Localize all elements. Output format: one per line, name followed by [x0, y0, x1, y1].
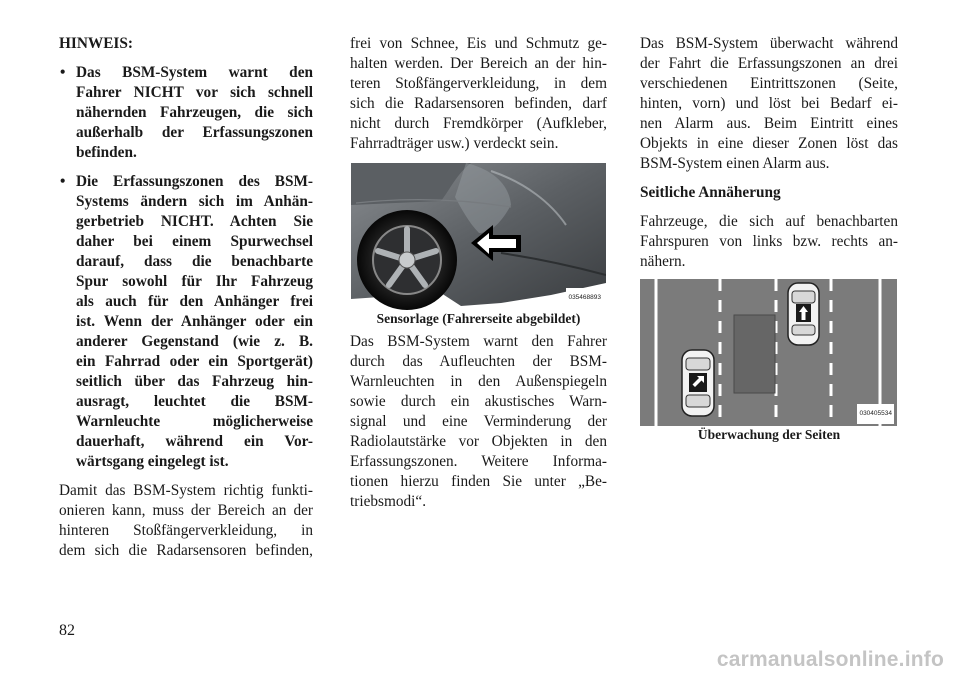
paragraph-line: Das BSM-System überwacht während: [640, 35, 898, 52]
paragraph-line: sowie durch ein akustisches Warn-: [350, 393, 607, 410]
paragraph-line: triebsmodi“.: [350, 493, 427, 510]
paragraph-line: frei von Schnee, Eis und Schmutz ge-: [350, 35, 607, 52]
paragraph-line: tionen hierzu finden Sie unter „Be-: [350, 473, 607, 490]
bullet1-line: Das BSM-System warnt den: [76, 64, 313, 81]
bullet2-line: Warnleuchte möglicherweise: [76, 413, 313, 430]
paragraph-line: verschiedenen Eintrittszonen (Seite,: [640, 75, 898, 92]
bullet2-line: seitlich über das Fahrzeug hin-: [76, 373, 313, 390]
paragraph-line: dem sich die Radarsensoren befinden,: [59, 542, 313, 559]
bullet2-line: ist. Wenn der Anhänger oder ein: [76, 313, 313, 330]
bullet2-line: ausragt, leuchtet die BSM-: [76, 393, 313, 410]
paragraph-line: durch das Aufleuchten der BSM-: [350, 353, 607, 370]
bullet2-line: anderer Gegenstand (wie z. B.: [76, 333, 313, 350]
figure-side-monitoring: [640, 279, 897, 426]
figure-caption: Sensorlage (Fahrerseite abgebildet): [376, 311, 581, 326]
paragraph-line: onieren kann, muss der Bereich an der: [59, 502, 313, 519]
bullet2-line: Systems ändern sich im Anhän-: [76, 193, 313, 210]
paragraph-line: nähern.: [640, 253, 686, 270]
car-top: [788, 283, 819, 345]
bullet2-line: als auch für den Anhänger frei: [76, 293, 313, 310]
section-heading: Seitliche Annäherung: [640, 184, 781, 201]
bullet-marker: •: [60, 64, 66, 81]
paragraph-line: Radiolautstärke vor Objekten in den: [350, 433, 607, 450]
paragraph-line: hinten, vorn) und löst bei Bedarf ei-: [640, 95, 898, 112]
bullet2-line: ein Fahrrad oder ein Sportgerät): [76, 353, 313, 370]
paragraph-line: Damit das BSM-System richtig funkti-: [59, 482, 313, 499]
spacer: [640, 272, 898, 279]
spacer: [59, 472, 313, 481]
note-heading: HINWEIS:: [59, 35, 133, 52]
page-number: 82: [59, 622, 75, 639]
paragraph-line: nen Alarm aus. Beim Eintritt eines: [640, 115, 898, 132]
bullet-marker: •: [60, 173, 66, 190]
paragraph-line: teren Stoßfängerverkleidung, in dem: [350, 75, 607, 92]
column-middle: [350, 34, 607, 512]
paragraph-line: BSM-System einen Alarm aus.: [640, 155, 830, 172]
column-right: [640, 34, 898, 444]
paragraph-line: Warnleuchten in den Außenspiegeln: [350, 373, 607, 390]
figure-sensor-location: [351, 163, 606, 310]
bullet2-line: Spur sowohl für Ihr Fahrzeug: [76, 273, 313, 290]
column-left: [59, 34, 313, 561]
bullet2-line: daher bei einem Spurwechsel: [76, 233, 313, 250]
paragraph-line: Fahrspuren von links bzw. rechts an-: [640, 233, 898, 250]
spacer: [640, 174, 898, 183]
bullet2-line: Die Erfassungszonen des BSM-: [76, 173, 313, 190]
paragraph-line: Das BSM-System warnt den Fahrer: [350, 333, 607, 350]
figure-code: 035468893: [566, 288, 603, 308]
spacer: [640, 203, 898, 212]
spacer: [350, 154, 607, 163]
note-bullet-1: [59, 63, 313, 163]
figure-caption: Überwachung der Seiten: [697, 427, 841, 442]
spacer: [59, 163, 313, 172]
paragraph-line: hinteren Stoßfängerverkleidung, in: [59, 522, 313, 539]
bullet2-line: gerbetrieb NICHT. Achten Sie: [76, 213, 313, 230]
paragraph-line: Fahrzeuge, die sich auf benachbarten: [640, 213, 898, 230]
paragraph-line: Objekts in eine dieser Zonen löst das: [640, 135, 898, 152]
figure-code: 030405534: [857, 404, 894, 424]
note-bullet-2: [59, 172, 313, 472]
bullet2-line: darauf, dass die benachbarte: [76, 253, 313, 270]
paragraph-line: nicht durch Fremdkörper (Aufkleber,: [350, 115, 607, 132]
bullet1-line: nähernden Fahrzeugen, die sich: [76, 104, 313, 121]
bullet2-line: wärtsgang eingelegt ist.: [76, 453, 229, 470]
paragraph-line: Erfassungszonen. Weitere Informa-: [350, 453, 607, 470]
watermark-text: carmanualsonline.info: [716, 648, 944, 671]
bullet1-line: außerhalb der Erfassungszonen: [76, 124, 313, 141]
paragraph-line: signal und eine Verminderung der: [350, 413, 607, 430]
paragraph-line: halten werden. Der Bereich an der hin-: [350, 55, 607, 72]
bullet1-line: Fahrer NICHT vor sich schnell: [76, 84, 313, 101]
spacer: [59, 54, 313, 63]
paragraph-line: der Fahrt die Erfassungszonen an drei: [640, 55, 898, 72]
car-left: [682, 350, 714, 416]
paragraph-line: Fahrradträger usw.) verdeckt sein.: [350, 135, 559, 152]
bullet1-line: befinden.: [76, 144, 137, 161]
paragraph-line: sich die Radarsensoren befinden, darf: [350, 95, 607, 112]
bullet2-line: dauerhaft, während ein Vor-: [76, 433, 313, 450]
